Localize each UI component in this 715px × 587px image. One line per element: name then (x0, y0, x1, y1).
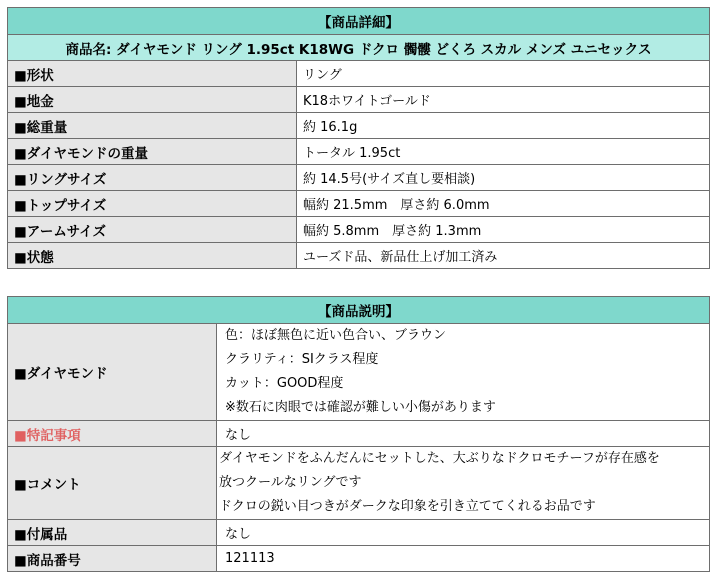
comment-line-2: 放つクールなリングです (219, 475, 362, 490)
description-header: 【商品説明】 (8, 297, 710, 324)
product-name: 商品名: ダイヤモンド リング 1.95ct K18WG ドクロ 髑髏 どくろ スカル メンズ ユニセックス (8, 35, 710, 61)
diamond-cut: カット：GOOD程度 (225, 376, 344, 391)
product-description-table (7, 296, 710, 572)
comment-line-1: ダイヤモンドをふんだんにセットした、大ぶりなドクロモチーフが存在感を (219, 451, 660, 466)
diamond-weight-label: ■ダイヤモンドの重量 (8, 139, 297, 165)
arm-size-value: 幅約 5.8mm 厚さ約 1.3mm (297, 217, 710, 243)
comment-label: ■コメント (8, 447, 217, 520)
ring-size-value: 約 14.5号(サイズ直し要相談) (297, 165, 710, 191)
arm-size-label: ■アームサイズ (8, 217, 297, 243)
special-notes-value: なし (217, 421, 710, 447)
accessories-label: ■付属品 (8, 520, 217, 546)
table-row (8, 165, 710, 191)
diamond-weight-value: トータル 1.95ct (297, 139, 710, 165)
table-row (8, 447, 710, 520)
total-weight-value: 約 16.1g (297, 113, 710, 139)
special-notes-label: ■特記事項 (8, 421, 217, 447)
item-number-value: 121113 (217, 546, 710, 572)
ring-size-label: ■リングサイズ (8, 165, 297, 191)
diamond-label: ■ダイヤモンド (8, 324, 217, 421)
table-row (8, 61, 710, 87)
condition-value: ユーズド品、新品仕上げ加工済み (297, 243, 710, 269)
shape-value: リング (297, 61, 710, 87)
table-row (8, 421, 710, 447)
table-row (8, 520, 710, 546)
table-row (8, 243, 710, 269)
product-details-table (7, 7, 710, 269)
condition-label: ■状態 (8, 243, 297, 269)
shape-label: ■形状 (8, 61, 297, 87)
table-row (8, 139, 710, 165)
diamond-color: 色：ほぼ無色に近い色合い、ブラウン (225, 328, 447, 343)
table-row (8, 217, 710, 243)
top-size-label: ■トップサイズ (8, 191, 297, 217)
details-header: 【商品詳細】 (8, 8, 710, 35)
table-row (8, 113, 710, 139)
table-row (8, 87, 710, 113)
item-number-label: ■商品番号 (8, 546, 217, 572)
comment-line-3: ドクロの鋭い目つきがダークな印象を引き立ててくれるお品です (219, 499, 596, 514)
table-row (8, 324, 710, 421)
table-row (8, 191, 710, 217)
top-size-value: 幅約 21.5mm 厚さ約 6.0mm (297, 191, 710, 217)
metal-value: K18ホワイトゴールド (297, 87, 710, 113)
diamond-clarity: クラリティ：SIクラス程度 (225, 352, 379, 367)
diamond-note: ※数石に肉眼では確認が難しい小傷があります (225, 400, 496, 415)
comment-text (217, 447, 710, 520)
metal-label: ■地金 (8, 87, 297, 113)
table-row (8, 546, 710, 572)
total-weight-label: ■総重量 (8, 113, 297, 139)
diamond-details (217, 324, 710, 421)
accessories-value: なし (217, 520, 710, 546)
